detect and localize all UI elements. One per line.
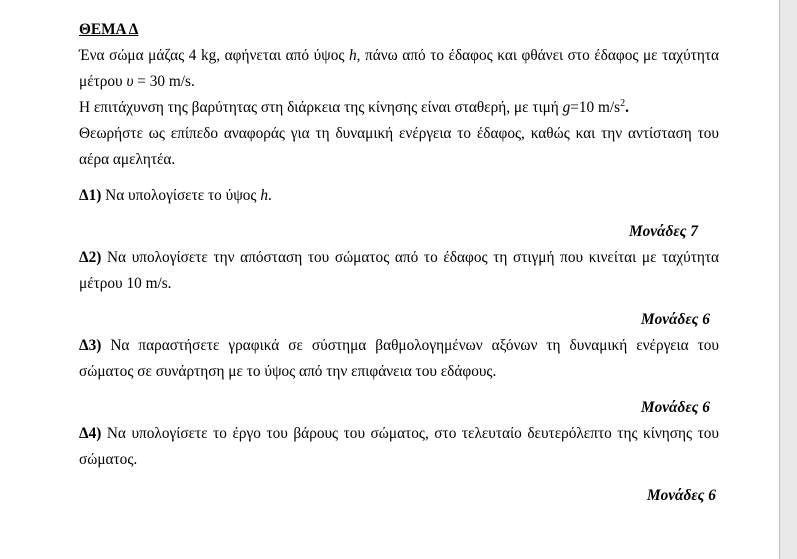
- marks-label: Μονάδες 6: [641, 399, 710, 416]
- viewer-scroll-area[interactable]: [780, 0, 797, 559]
- exponent: 2: [620, 97, 626, 109]
- question-text: .: [267, 187, 272, 204]
- intro-text: =10 m/s: [570, 99, 621, 116]
- question-4: [79, 421, 719, 473]
- intro-text: Ένα σώμα μάζας 4 kg, αφήνεται από ύψος: [79, 47, 349, 64]
- marks-label: Μονάδες 7: [629, 223, 698, 240]
- question-1: [79, 183, 719, 209]
- marks-label: Μονάδες 6: [641, 311, 710, 328]
- intro-text: , πάνω από το έδαφος και φθάνει στο έδαφος με ταχύτητα μέτρου: [79, 47, 719, 90]
- question-number: Δ3): [79, 337, 102, 354]
- document-body: [79, 17, 719, 509]
- symbol-v: υ: [126, 73, 134, 90]
- intro-text: = 30 m/s.: [133, 73, 195, 90]
- question-number: Δ2): [79, 249, 102, 266]
- marks-label: Μονάδες 6: [647, 487, 716, 504]
- intro-paragraph-1: [79, 43, 719, 95]
- intro-paragraph-3: Θεωρήστε ως επίπεδο αναφοράς για τη δυναμική ενέργεια το έδαφος, καθώς και την αντίσταση του αέρα αμελητέα.: [79, 125, 719, 168]
- question-text: Να παραστήσετε γραφικά σε σύστημα βαθμολογημένων αξόνων τη δυναμική ενέργεια του σώματος σε συνάρτηση με το ύψος από την επιφάνεια του εδάφους.: [79, 337, 719, 380]
- symbol-h: h: [348, 47, 357, 64]
- question-2: [79, 245, 719, 297]
- intro-text: .: [625, 99, 629, 116]
- question-number: Δ1): [79, 187, 102, 204]
- question-text: Να υπολογίσετε το ύψος: [101, 187, 261, 204]
- question-3: [79, 333, 719, 385]
- symbol-g: g: [562, 99, 571, 116]
- question-number: Δ4): [79, 425, 102, 442]
- question-text: Να υπολογίσετε την απόσταση του σώματος από το έδαφος τη στιγμή που κινείται με ταχύτητα μέτρου 10 m/s.: [79, 249, 719, 292]
- intro-text: Η επιτάχυνση της βαρύτητας στη διάρκεια της κίνησης είναι σταθερή, με τιμή: [79, 99, 563, 116]
- page-title: ΘΕΜΑ Δ: [79, 21, 139, 38]
- question-text: Να υπολογίσετε το έργο του βάρους του σώματος, στο τελευταίο δευτερόλεπτο της κίνησης του σώματος.: [79, 425, 719, 468]
- intro-paragraph-2: [79, 95, 719, 121]
- symbol-h: h: [260, 187, 268, 204]
